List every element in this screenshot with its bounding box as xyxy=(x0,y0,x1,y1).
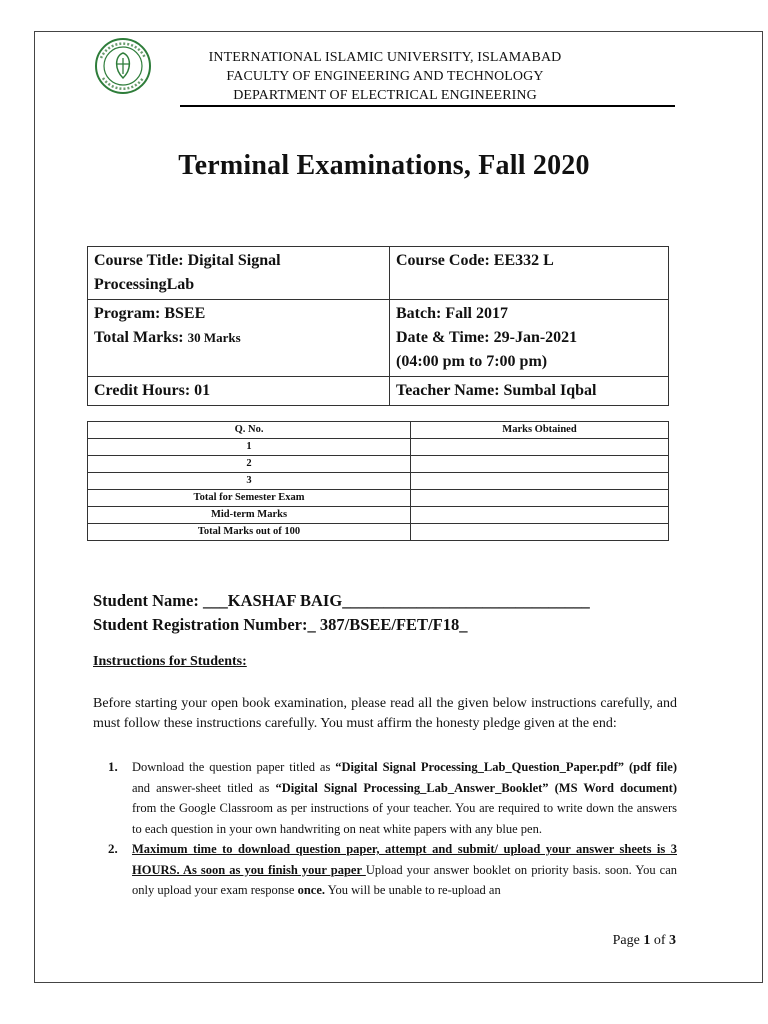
marks-row-value[interactable] xyxy=(411,473,669,490)
instructions-intro: Before starting your open book examination, please read all the given below instructions carefully, and must follow these instructions carefully. You must affirm the honesty pledge given at the end: xyxy=(93,696,677,731)
teacher-name-cell: Teacher Name: Sumbal Iqbal xyxy=(390,377,669,406)
marks-table xyxy=(87,421,669,541)
marks-row-value[interactable] xyxy=(411,490,669,507)
instructions-heading: Instructions for Students: xyxy=(93,654,247,669)
marks-row-value[interactable] xyxy=(411,524,669,541)
batch-date-cell xyxy=(390,300,669,377)
marks-row-label: Total Marks out of 100 xyxy=(88,524,411,541)
instructions-list xyxy=(93,757,677,901)
instruction-text: Download the question paper titled as xyxy=(132,760,336,774)
instruction-bold-underline: Maximum time to download question paper, attempt and submit/ upload your answer sheets is 3 HOURS. As soon as you finish your paper xyxy=(132,842,677,877)
instruction-item xyxy=(93,757,677,839)
marks-row-label: 2 xyxy=(88,456,411,473)
course-info-table xyxy=(87,246,669,406)
university-seal-icon xyxy=(93,36,153,96)
exam-title: Terminal Examinations, Fall 2020 xyxy=(178,150,590,181)
page-word: Page xyxy=(612,933,644,948)
date-time-text: Date & Time: 29-Jan-2021 xyxy=(396,329,578,346)
instruction-bold: once. xyxy=(297,883,326,897)
page-total: 3 xyxy=(669,933,676,948)
instruction-text: You will be unable to re-upload an xyxy=(325,883,501,897)
marks-row-label: 1 xyxy=(88,439,411,456)
instruction-number: 2. xyxy=(108,841,118,856)
page-number xyxy=(560,933,676,949)
course-title-cell: Course Title: Digital Signal ProcessingLab xyxy=(88,247,390,300)
faculty-name: FACULTY OF ENGINEERING AND TECHNOLOGY xyxy=(226,69,544,84)
time-range-text: (04:00 pm to 7:00 pm) xyxy=(396,353,548,370)
marks-row-label: Mid-term Marks xyxy=(88,507,411,524)
instruction-bold: “Digital Signal Processing_Lab_Question_Paper.pdf” (pdf file) xyxy=(335,760,677,774)
instruction-text: and answer-sheet titled as xyxy=(132,780,276,795)
instruction-text: Upload your answer booklet on priority basis. soon. You can only upload your exam response xyxy=(132,862,677,897)
program-cell xyxy=(88,300,390,377)
total-marks-label: Total Marks: xyxy=(94,329,184,346)
marks-obtained-header: Marks Obtained xyxy=(411,422,669,439)
marks-row-label: Total for Semester Exam xyxy=(88,490,411,507)
page-of: of xyxy=(650,933,669,948)
department-name: DEPARTMENT OF ELECTRICAL ENGINEERING xyxy=(233,88,537,103)
page-current: 1 xyxy=(643,933,651,948)
total-marks-value: 30 Marks xyxy=(187,330,241,345)
marks-row-value[interactable] xyxy=(411,456,669,473)
university-name: INTERNATIONAL ISLAMIC UNIVERSITY, ISLAMABAD xyxy=(208,50,562,65)
total-marks-text xyxy=(94,326,383,350)
student-details xyxy=(93,589,590,637)
student-name: Student Name: ___KASHAF BAIG______________________________ xyxy=(93,591,590,610)
instruction-bold: “Digital Signal Processing_Lab_Answer_Booklet” (MS Word document) xyxy=(275,780,677,795)
instruction-number: 1. xyxy=(108,759,118,774)
program-text: Program: BSEE xyxy=(94,305,206,322)
marks-row-label: 3 xyxy=(88,473,411,490)
header-divider xyxy=(180,105,675,107)
marks-row-value[interactable] xyxy=(411,439,669,456)
document-header xyxy=(180,48,590,105)
credit-hours-cell: Credit Hours: 01 xyxy=(88,377,390,406)
instruction-text: from the Google Classroom as per instructions of your teacher. You are required to write down the answers to each question in your own handwriting on neat white papers with any blue pen. xyxy=(132,801,677,836)
marks-row-value[interactable] xyxy=(411,507,669,524)
student-registration: Student Registration Number:_ 387/BSEE/FET/F18_ xyxy=(93,615,468,634)
instruction-item xyxy=(93,839,677,901)
batch-text: Batch: Fall 2017 xyxy=(396,305,508,322)
qno-header: Q. No. xyxy=(88,422,411,439)
course-code-cell: Course Code: EE332 L xyxy=(390,247,669,300)
